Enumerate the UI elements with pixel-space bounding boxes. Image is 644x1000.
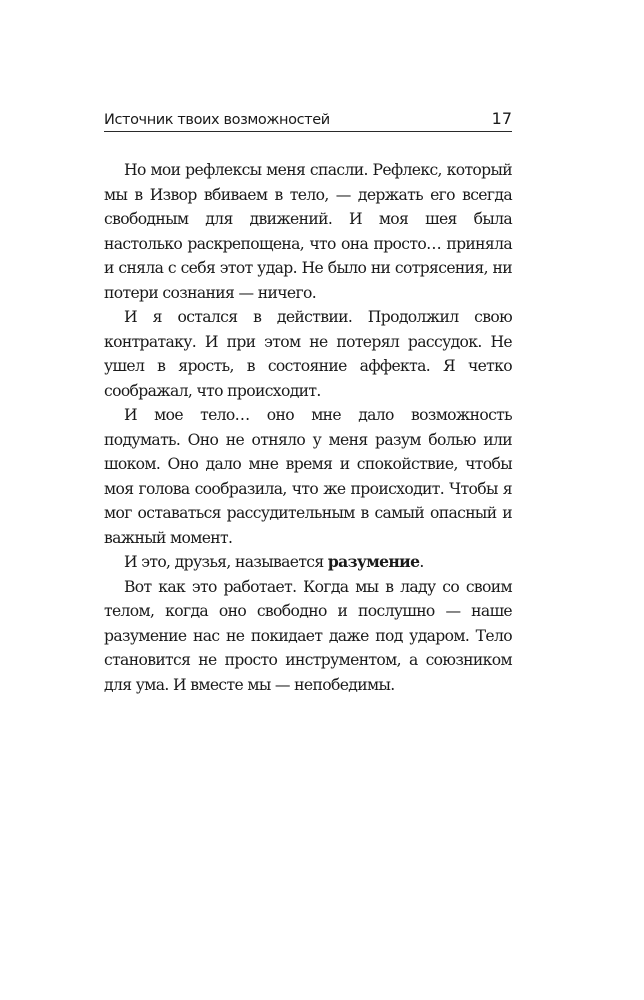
page-number: 17: [491, 109, 512, 128]
paragraph-text: И это, друзья, называется: [124, 553, 328, 571]
paragraph: Но мои рефлексы меня спасли. Рефлекс, который мы в Извор вбиваем в тело, — держать его всегда свободным для движений. И моя шея была настолько раскрепощена, что она просто… приняла и сняла с себя этот удар. Не было ни сотрясения, ни потери сознания — ничего.: [104, 161, 512, 302]
paragraph: [104, 550, 512, 575]
running-title: Источник твоих возможностей: [104, 112, 330, 128]
paragraph: И я остался в действии. Продолжил свою контратаку. И при этом не потерял рассудок. Не ушел в ярость, в состояние аффекта. Я четко соображал, что происходит.: [104, 308, 512, 400]
paragraph: Вот как это работает. Когда мы в ладу со своим телом, когда оно свободно и послушно — наше разумение нас не покидает даже под ударом. Тело становится не просто инструментом, а союзником для ума. И вместе мы — непобедимы.: [104, 577, 512, 694]
bold-term: разумение: [327, 552, 420, 571]
paragraph: И мое тело… оно мне дало возможность подумать. Оно не отняло у меня разум болью или шоком. Оно дало мне время и спокойствие, чтобы моя голова сообразила, что же происходит. Чтобы я мог оставаться рассудительным в самый опасный и важный момент.: [104, 406, 512, 547]
header-rule: [104, 131, 512, 132]
paragraph-text: .: [419, 553, 424, 571]
body-text: [104, 158, 512, 697]
running-header: [104, 108, 512, 128]
